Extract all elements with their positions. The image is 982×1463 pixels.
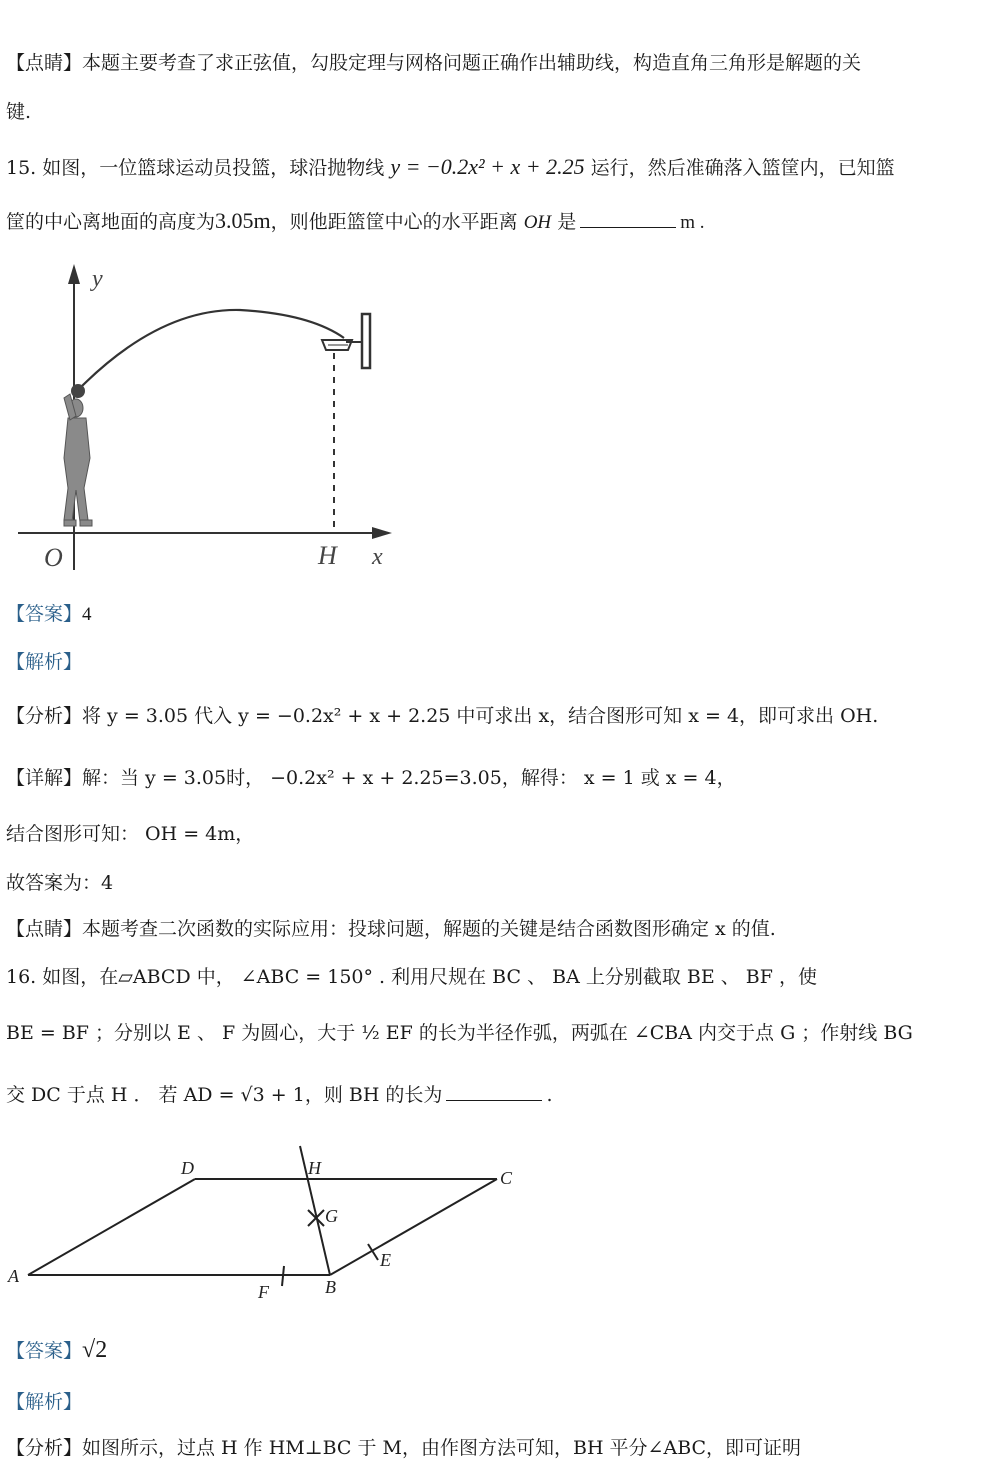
q15-backboard [362,314,370,368]
q16-label-g: G [325,1206,338,1226]
q15-answer-line [6,603,92,627]
q16-label-d: D [181,1158,194,1178]
q15-dianjing-line [6,918,776,941]
dianjing-text: 本题主要考查了求正弦值，勾股定理与网格问题正确作出辅助线，构造直角三角形是解题的关 [82,52,862,74]
q15-step-3: 故答案为：4 [6,872,114,894]
q15-x-label: x [372,544,383,570]
q16-line-3 [6,1084,552,1107]
q15-fenxi-line [6,705,878,728]
q16-label-e: E [380,1250,391,1270]
q15-trajectory [80,310,344,388]
q16-text-b: . [546,1084,553,1106]
q16-label-h: H [308,1158,321,1178]
q16-label-a: A [8,1266,19,1286]
q16-fenxi-text: 如图所示，过点 H 作 HM⊥BC 于 M，由作图方法可知，BH 平分∠ABC，即可证明 [82,1437,802,1459]
q16-answer-line [6,1336,107,1365]
q15-dianjing-tag: 【点睛】 [6,918,83,940]
q15-equation: y = −0.2x² + x + 2.25 [390,154,585,179]
q15-player [64,394,92,526]
q16-figure [0,1140,540,1310]
q16-side-ad [28,1179,195,1275]
q15-figure [10,258,410,578]
q15-xiangjie-line [6,767,736,790]
dianjing-line-1 [6,52,861,75]
q16-label-b: B [325,1277,336,1297]
q15-dianjing-text: 本题考查二次函数的实际应用：投球问题，解题的关键是结合函数图形确定 x 的值. [82,918,776,940]
dianjing-line-2: 键. [6,101,32,123]
q16-label-c: C [500,1168,513,1188]
q16-fenxi-tag: 【分析】 [6,1437,83,1459]
q16-answer: √2 [82,1337,108,1363]
q15-y-label: y [92,266,103,292]
q16-analysis-tag: 【解析】 [6,1391,83,1413]
q15-step-2: 结合图形可知： OH = 4m， [6,823,255,845]
q15-text-a: 15. 如图，一位篮球运动员投篮，球沿抛物线 [6,157,385,179]
q16-answer-blank [446,1099,542,1101]
q15-xiangjie-tag: 【详解】 [6,767,83,789]
q16-fenxi-line [6,1437,801,1460]
q15-answer: 4 [82,604,92,625]
q15-h-label: H [318,541,337,570]
q15-y-arrow [68,264,80,284]
q15-ball [71,384,85,398]
q15-line-2 [6,208,705,235]
q16-side-cb [330,1179,497,1275]
q15-analysis-tag: 【解析】 [6,651,83,673]
q16-line-2: BE = BF ；分别以 E 、 F 为圆心，大于 ½ EF 的长为半径作弧，两弧在 ∠CBA 内交于点 G ；作射线 BG [6,1022,913,1044]
q15-line-1 [6,154,895,180]
q15-fenxi-tag: 【分析】 [6,705,83,727]
q15-o-label: O [44,543,63,572]
q16-line-1: 16. 如图，在▱ABCD 中， ∠ABC = 150° . 利用尺规在 BC 、 BA 上分别截取 BE 、 BF ，使 [6,966,817,988]
q16-label-f: F [258,1282,269,1302]
q16-answer-tag: 【答案】 [6,1340,83,1362]
q15-text-b: 运行，然后准确落入篮筐内，已知篮 [590,157,895,179]
q15-text-e: 是 [557,211,577,233]
q15-fenxi-text: 将 y = 3.05 代入 y = −0.2x² + x + 2.25 中可求出 x，结合图形可知 x = 4，即可求出 OH. [82,705,879,727]
q15-height: 3.05m [215,208,271,233]
q15-oh: OH [523,212,552,233]
q15-text-d: ，则他距篮筐中心的水平距离 [270,211,518,233]
q15-answer-tag: 【答案】 [6,603,83,625]
q15-unit: m . [680,212,705,233]
q15-answer-blank [580,226,676,228]
q16-mark-f [282,1266,284,1286]
q16-text-a: 交 DC 于点 H ． 若 AD = √3 + 1，则 BH 的长为 [6,1084,443,1106]
q15-xiangjie-text: 解：当 y = 3.05时， −0.2x² + x + 2.25=3.05，解得： x = 1 或 x = 4， [82,767,736,789]
q15-x-arrow [372,527,392,539]
dianjing-tag: 【点睛】 [6,52,83,74]
q15-text-c: 筐的中心离地面的高度为 [6,211,216,233]
